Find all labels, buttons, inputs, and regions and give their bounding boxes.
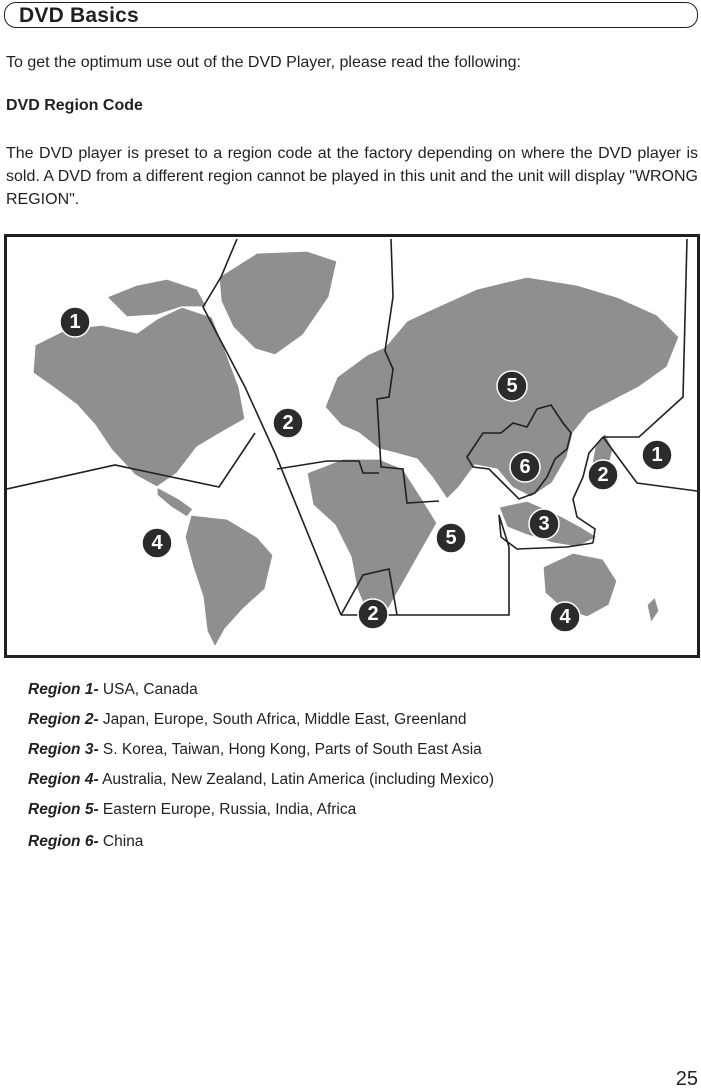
- region-countries: China: [98, 833, 144, 850]
- region-countries: USA, Canada: [98, 681, 198, 698]
- region-item-3: [28, 740, 482, 760]
- region-item-2: [28, 710, 467, 730]
- region-badge-2-south-africa: [358, 599, 388, 629]
- svg-text:3: 3: [538, 513, 550, 535]
- region-item-4: [28, 770, 494, 790]
- svg-text:2: 2: [597, 464, 609, 486]
- landmass-new-zealand: [647, 597, 659, 623]
- region-label: Region 2-: [28, 711, 99, 728]
- region-badge-1-north-america: [60, 307, 90, 337]
- region-map: [4, 234, 700, 658]
- header-bar: [4, 2, 698, 28]
- region-countries: Australia, New Zealand, Latin America (including Mexico): [98, 771, 495, 788]
- region-label: Region 5-: [28, 801, 99, 818]
- region-badge-4-australia: [550, 602, 580, 632]
- svg-text:2: 2: [282, 412, 294, 434]
- region-badge-3-southeast-asia: [529, 509, 559, 539]
- region-badge-2-europe: [273, 408, 303, 438]
- region-item-5: [28, 800, 356, 820]
- region-badge-2-japan: [588, 460, 618, 490]
- region-badge-6-china: [510, 452, 540, 482]
- region-label: Region 6-: [28, 833, 99, 850]
- section-paragraph: The DVD player is preset to a region code at the factory depending on where the DVD player is sold. A DVD from a different region cannot be played in this unit and the unit will display "WRONG REGION".: [6, 145, 698, 208]
- region-item-1: [28, 680, 198, 700]
- page-title: DVD Basics: [19, 4, 139, 27]
- svg-text:5: 5: [506, 375, 518, 397]
- svg-text:4: 4: [151, 532, 163, 554]
- svg-text:1: 1: [651, 444, 663, 466]
- region-badge-4-south-america: [142, 528, 172, 558]
- svg-text:4: 4: [559, 606, 571, 628]
- page-number: 25: [675, 1068, 698, 1090]
- section-heading: DVD Region Code: [6, 97, 143, 114]
- svg-text:6: 6: [519, 456, 531, 478]
- svg-text:2: 2: [367, 603, 379, 625]
- svg-text:5: 5: [445, 527, 457, 549]
- region-badge-5-indian-ocean: [436, 523, 466, 553]
- landmass-south-america: [185, 515, 273, 647]
- landmass-greenland: [219, 251, 337, 355]
- landmass-africa: [307, 459, 437, 617]
- landmass-central-america: [157, 487, 193, 517]
- region-countries: S. Korea, Taiwan, Hong Kong, Parts of South East Asia: [98, 741, 482, 758]
- region-label: Region 4-: [28, 771, 99, 788]
- svg-text:1: 1: [69, 311, 81, 333]
- region-badge-5-russia: [497, 371, 527, 401]
- region-countries: Eastern Europe, Russia, India, Africa: [98, 801, 357, 818]
- intro-text: To get the optimum use out of the DVD Player, please read the following:: [6, 54, 521, 71]
- region-item-6: [28, 832, 143, 852]
- world-map-svg: [7, 237, 697, 655]
- region-label: Region 1-: [28, 681, 99, 698]
- region-label: Region 3-: [28, 741, 99, 758]
- region-badge-1-pacific: [642, 440, 672, 470]
- region-countries: Japan, Europe, South Africa, Middle East, Greenland: [98, 711, 467, 728]
